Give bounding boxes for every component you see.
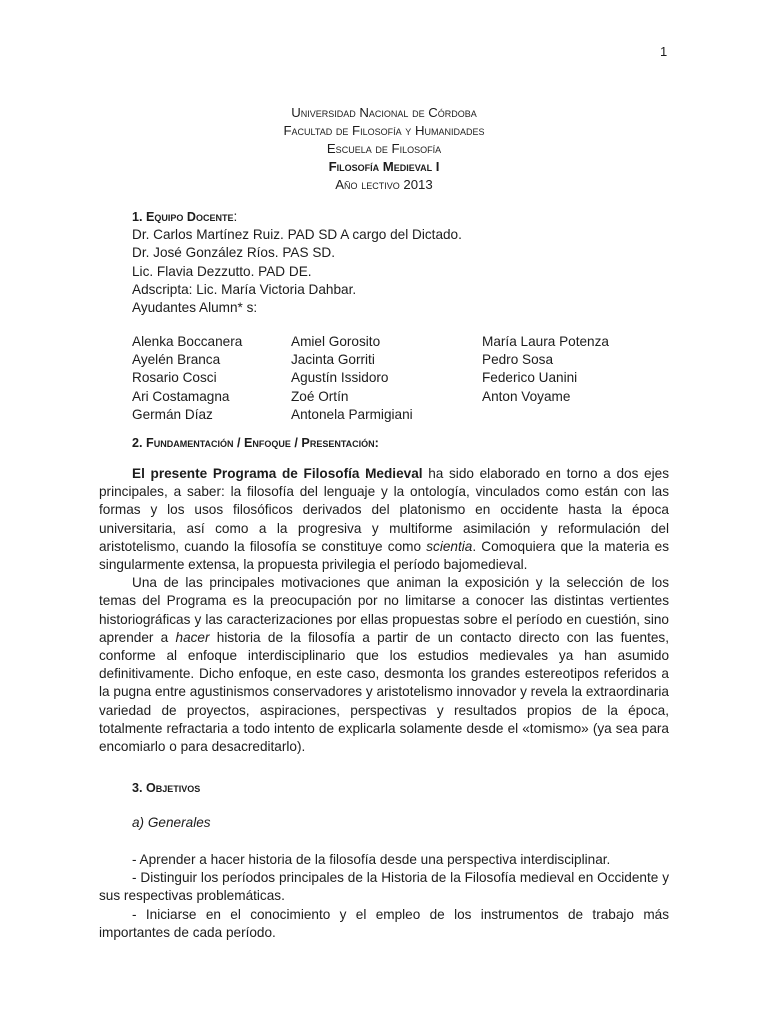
italic-term: hacer (175, 629, 210, 645)
italic-term: scientia (426, 538, 473, 554)
student-name: Anton Voyame (482, 388, 571, 404)
students-column-3 (482, 333, 609, 406)
students-list (132, 333, 692, 425)
document-header (0, 104, 768, 194)
subject-title: Filosofía Medieval I (328, 159, 440, 174)
staff-line: Ayudantes Alumn* s: (132, 299, 258, 315)
academic-year: Año lectivo 2013 (335, 177, 433, 192)
program-title-bold: El presente Programa de Filosofía Medieval (132, 466, 423, 481)
student-name: Jacinta Gorriti (291, 352, 375, 368)
section-2-body (99, 465, 669, 756)
section-3-subtitle-block (132, 814, 692, 832)
staff-line: Lic. Flavia Dezzutto. PAD DE. (132, 263, 312, 279)
student-name: María Laura Potenza (482, 334, 609, 349)
student-name: Pedro Sosa (482, 352, 554, 368)
section-1-title: 1. Equipo Docente (132, 210, 234, 224)
paragraph-text: . Comoquiera que la materia es singularmente extensa, la propuesta privilegia el período bajomedieval. (99, 538, 670, 573)
student-name: Ayelén Branca (132, 352, 221, 368)
section-1-colon: : (233, 209, 238, 224)
paragraph (99, 574, 669, 756)
objective-item: - Iniciarse en el conocimiento y el empleo de los instrumentos de trabajo más importantes de cada período. (99, 906, 669, 940)
student-name: Germán Díaz (132, 406, 213, 422)
students-column-2 (291, 333, 413, 424)
student-name: Ari Costamagna (132, 388, 230, 404)
student-name: Antonela Parmigiani (291, 406, 413, 422)
faculty-name: Facultad de Filosofía y Humanidades (283, 123, 485, 138)
section-3-heading (132, 779, 692, 797)
university-name: Universidad Nacional de Córdoba (291, 105, 477, 120)
staff-line: Adscripta: Lic. María Victoria Dahbar. (132, 281, 357, 297)
objective-item: - Aprender a hacer historia de la filosofía desde una perspectiva interdisciplinar. (132, 852, 611, 867)
student-name: Alenka Boccanera (132, 334, 243, 349)
section-3-title: 3. Objetivos (132, 781, 201, 795)
students-column-1 (132, 333, 242, 424)
section-3-subtitle: a) Generales (132, 815, 211, 830)
paragraph-text: Una de las principales motivaciones que animan la exposición y la selección de los temas del Programa es la preocupación por no limitarse a conocer las distintas vertientes historiográficas y las caracterizaciones por ellas propuestas sobre el período en cuestión, sino aprender a (99, 575, 669, 645)
paragraph-text: ha sido elaborado en torno a dos ejes principales, a saber: la filosofía del lenguaje y la ontología, vinculados como están con las formas y los usos filosóficos derivados del platonismo en occidente hasta la época universitaria, así como a la progresiva y multiforme asimilación y reformulación del aristotelismo, cuando la filosofía se constituye como (99, 466, 669, 554)
student-name: Agustín Issidoro (291, 370, 389, 386)
page-number: 1 (660, 44, 668, 59)
student-name: Zoé Ortín (291, 388, 349, 404)
objectives-list (99, 851, 669, 942)
staff-line: Dr. José González Ríos. PAS SD. (132, 245, 335, 261)
section-2-heading (132, 434, 692, 452)
paragraph-text: historia de la filosofía a partir de un contacto directo con las fuentes, conforme al enfoque interdisciplinario que los estudios medievales ya han asumido definitivamente. Dicho enfoque, en este caso, desmonta los grandes estereotipos referidos a la pugna entre agustinismos conservadores y aristotelismo innovador y revela la extraordinaria variedad de proyectos, aspiraciones, perspectivas y resultados propios de la época, totalmente refractaria a todo intento de explicarla solamente desde el «tomismo» (ya sea para encomiarlo o para desacreditarlo). (99, 629, 670, 755)
school-name: Escuela de Filosofía (326, 141, 442, 156)
section-2-title: 2. Fundamentación / Enfoque / Presentación: (132, 436, 379, 450)
objective-item: - Distinguir los períodos principales de la Historia de la Filosofía medieval en Occidente y sus respectivas problemáticas. (99, 870, 669, 904)
paragraph (99, 465, 669, 574)
staff-line: Dr. Carlos Martínez Ruiz. PAD SD A cargo del Dictado. (132, 227, 462, 243)
student-name: Rosario Cosci (132, 370, 217, 386)
student-name: Amiel Gorosito (291, 334, 381, 349)
section-1 (132, 208, 692, 317)
student-name: Federico Uanini (482, 370, 578, 386)
